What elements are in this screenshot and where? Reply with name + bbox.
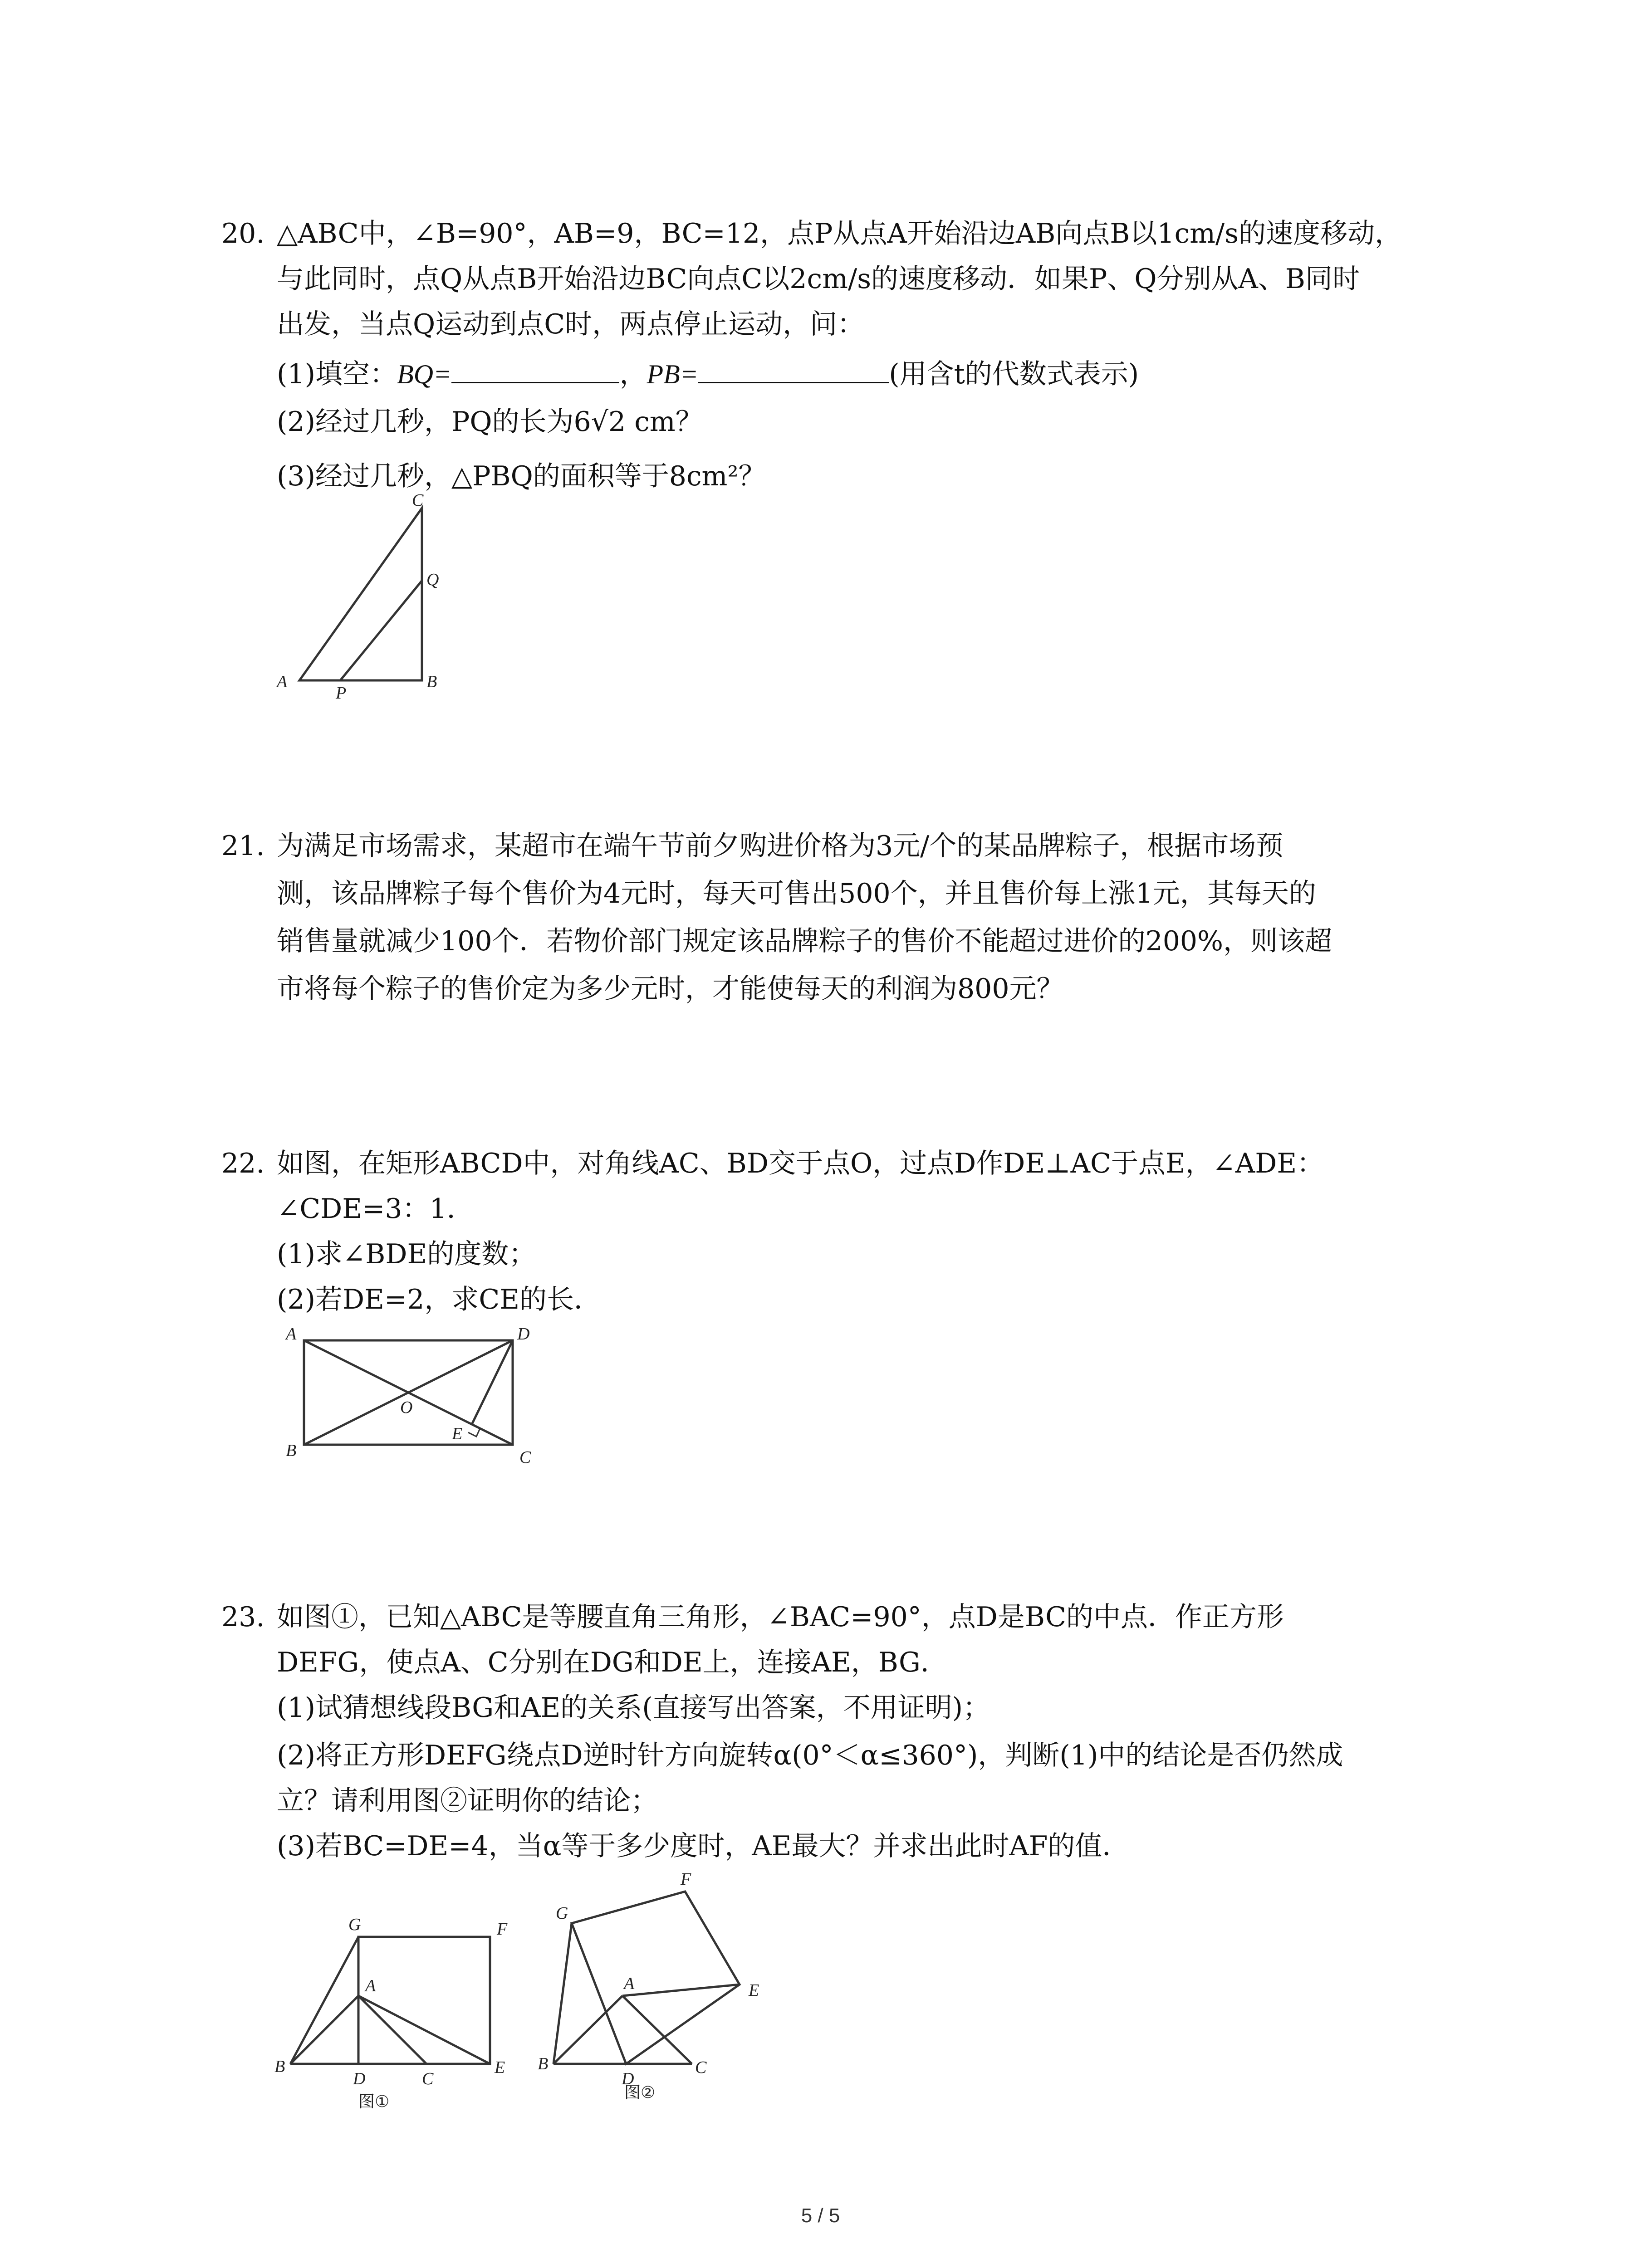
problem-text-line: 如图，在矩形ABCD中，对角线AC、BD交于点O，过点D作DE⊥AC于点E，∠ADE： bbox=[277, 1148, 1324, 1179]
label-b: B bbox=[274, 2057, 285, 2076]
label-b: B bbox=[426, 672, 437, 691]
label-b: B bbox=[286, 1441, 297, 1460]
label-e: E bbox=[749, 1981, 759, 2000]
separator: ， bbox=[619, 358, 647, 390]
figure-2-caption: 图② bbox=[624, 2083, 656, 2100]
problem-number: 21. bbox=[221, 830, 265, 862]
label-g: G bbox=[556, 1904, 568, 1923]
question-2: (2)若DE=2，求CE的长． bbox=[277, 1284, 602, 1315]
problem-text-line: 为满足市场需求，某超市在端午节前夕购进价格为3元/个的某品牌粽子，根据市场预 bbox=[277, 830, 1283, 862]
label-f: F bbox=[681, 1873, 691, 1889]
label-g: G bbox=[348, 1915, 361, 1934]
question-3: (3)经过几秒，△PBQ的面积等于8cm²？ bbox=[277, 460, 766, 492]
square-defg-rotated bbox=[572, 1892, 740, 2064]
label-c: C bbox=[695, 2058, 707, 2077]
answer-blank-pb[interactable] bbox=[698, 356, 889, 383]
question-2: (2)将正方形DEFG绕点D逆时针方向旋转α(0°＜α≤360°)，判断(1)中的结论是否仍然成 bbox=[277, 1740, 1343, 1771]
pb-label: PB= bbox=[647, 359, 699, 389]
problem-number: 22. bbox=[221, 1148, 265, 1179]
figure-1-caption: 图① bbox=[358, 2092, 390, 2111]
segment-ae bbox=[622, 1984, 740, 1996]
segment-de bbox=[472, 1340, 513, 1424]
label-a: A bbox=[365, 1976, 376, 1995]
problem-text-line: 市将每个粽子的售价定为多少元时，才能使每天的利润为800元？ bbox=[277, 973, 1064, 1005]
segment-ac bbox=[622, 1996, 692, 2064]
problem-text-line: 与此同时，点Q从点B开始沿边BC向点C以2cm/s的速度移动．如果P、Q分别从A、B同时 bbox=[277, 263, 1360, 295]
problem-text-line: △ABC中，∠B=90°，AB=9，BC=12，点P从点A开始沿边AB向点B以1cm/s的速度移动， bbox=[277, 218, 1402, 249]
label-e: E bbox=[452, 1424, 463, 1443]
question-2: (2)经过几秒，PQ的长为6√2 cm？ bbox=[277, 406, 703, 438]
right-angle-mark bbox=[468, 1428, 480, 1437]
problem-text-line: DEFG，使点A、C分别在DG和DE上，连接AE，BG． bbox=[277, 1647, 948, 1678]
question-1-suffix: (用含t的代数式表示) bbox=[889, 358, 1139, 390]
label-a: A bbox=[624, 1974, 635, 1993]
figure-1-square-defg bbox=[272, 1901, 508, 2114]
square-defg bbox=[358, 1937, 490, 2064]
figure-triangle-abc bbox=[272, 494, 463, 703]
problem-text-line: 测，该品牌粽子每个售价为4元时，每天可售出500个，并且售价每上涨1元，其每天的 bbox=[277, 878, 1316, 909]
bq-label: BQ= bbox=[397, 359, 452, 389]
label-d: D bbox=[517, 1325, 530, 1344]
problem-text-line: 出发，当点Q运动到点C时，两点停止运动，问： bbox=[277, 308, 865, 340]
label-a: A bbox=[286, 1325, 297, 1344]
question-1 bbox=[277, 354, 1139, 395]
segment-bg bbox=[554, 1923, 572, 2064]
label-p: P bbox=[336, 684, 347, 703]
segment-ae bbox=[358, 1996, 490, 2064]
segment-ab bbox=[290, 1996, 358, 2064]
label-e: E bbox=[495, 2058, 505, 2077]
question-1: (1)试猜想线段BG和AE的关系(直接写出答案，不用证明)； bbox=[277, 1692, 990, 1724]
problem-text-line: ∠CDE=3：1． bbox=[277, 1193, 474, 1225]
question-2-continued: 立？请利用图②证明你的结论； bbox=[277, 1785, 658, 1817]
label-c: C bbox=[412, 494, 424, 510]
label-f: F bbox=[497, 1920, 508, 1939]
page-number: 5 / 5 bbox=[801, 2204, 840, 2227]
problem-number: 23. bbox=[221, 1601, 265, 1633]
segment-ac bbox=[358, 1996, 426, 2064]
label-q: Q bbox=[426, 570, 439, 589]
question-1: (1)求∠BDE的度数； bbox=[277, 1238, 536, 1270]
label-b: B bbox=[538, 2054, 549, 2073]
label-a: A bbox=[277, 672, 288, 691]
question-3: (3)若BC=DE=4，当α等于多少度时，AE最大？并求出此时AF的值． bbox=[277, 1830, 1130, 1862]
figure-rectangle-abcd bbox=[272, 1322, 554, 1472]
figure-2-rotated-square bbox=[535, 1873, 789, 2100]
segment-bg bbox=[290, 1937, 358, 2064]
problem-text-line: 如图①，已知△ABC是等腰直角三角形，∠BAC=90°，点D是BC的中点．作正方形 bbox=[277, 1601, 1284, 1633]
problem-number: 20. bbox=[221, 218, 265, 249]
label-d: D bbox=[353, 2069, 366, 2088]
label-d: D bbox=[622, 2069, 634, 2088]
question-1-prefix: (1)填空： bbox=[277, 358, 397, 390]
label-o: O bbox=[400, 1398, 413, 1417]
label-c: C bbox=[519, 1448, 531, 1467]
answer-blank-bq[interactable] bbox=[451, 356, 619, 383]
segment-pq bbox=[340, 581, 422, 680]
problem-text-line: 销售量就减少100个．若物价部门规定该品牌粽子的售价不能超过进价的200%，则该超 bbox=[277, 925, 1332, 957]
label-c: C bbox=[422, 2069, 434, 2088]
